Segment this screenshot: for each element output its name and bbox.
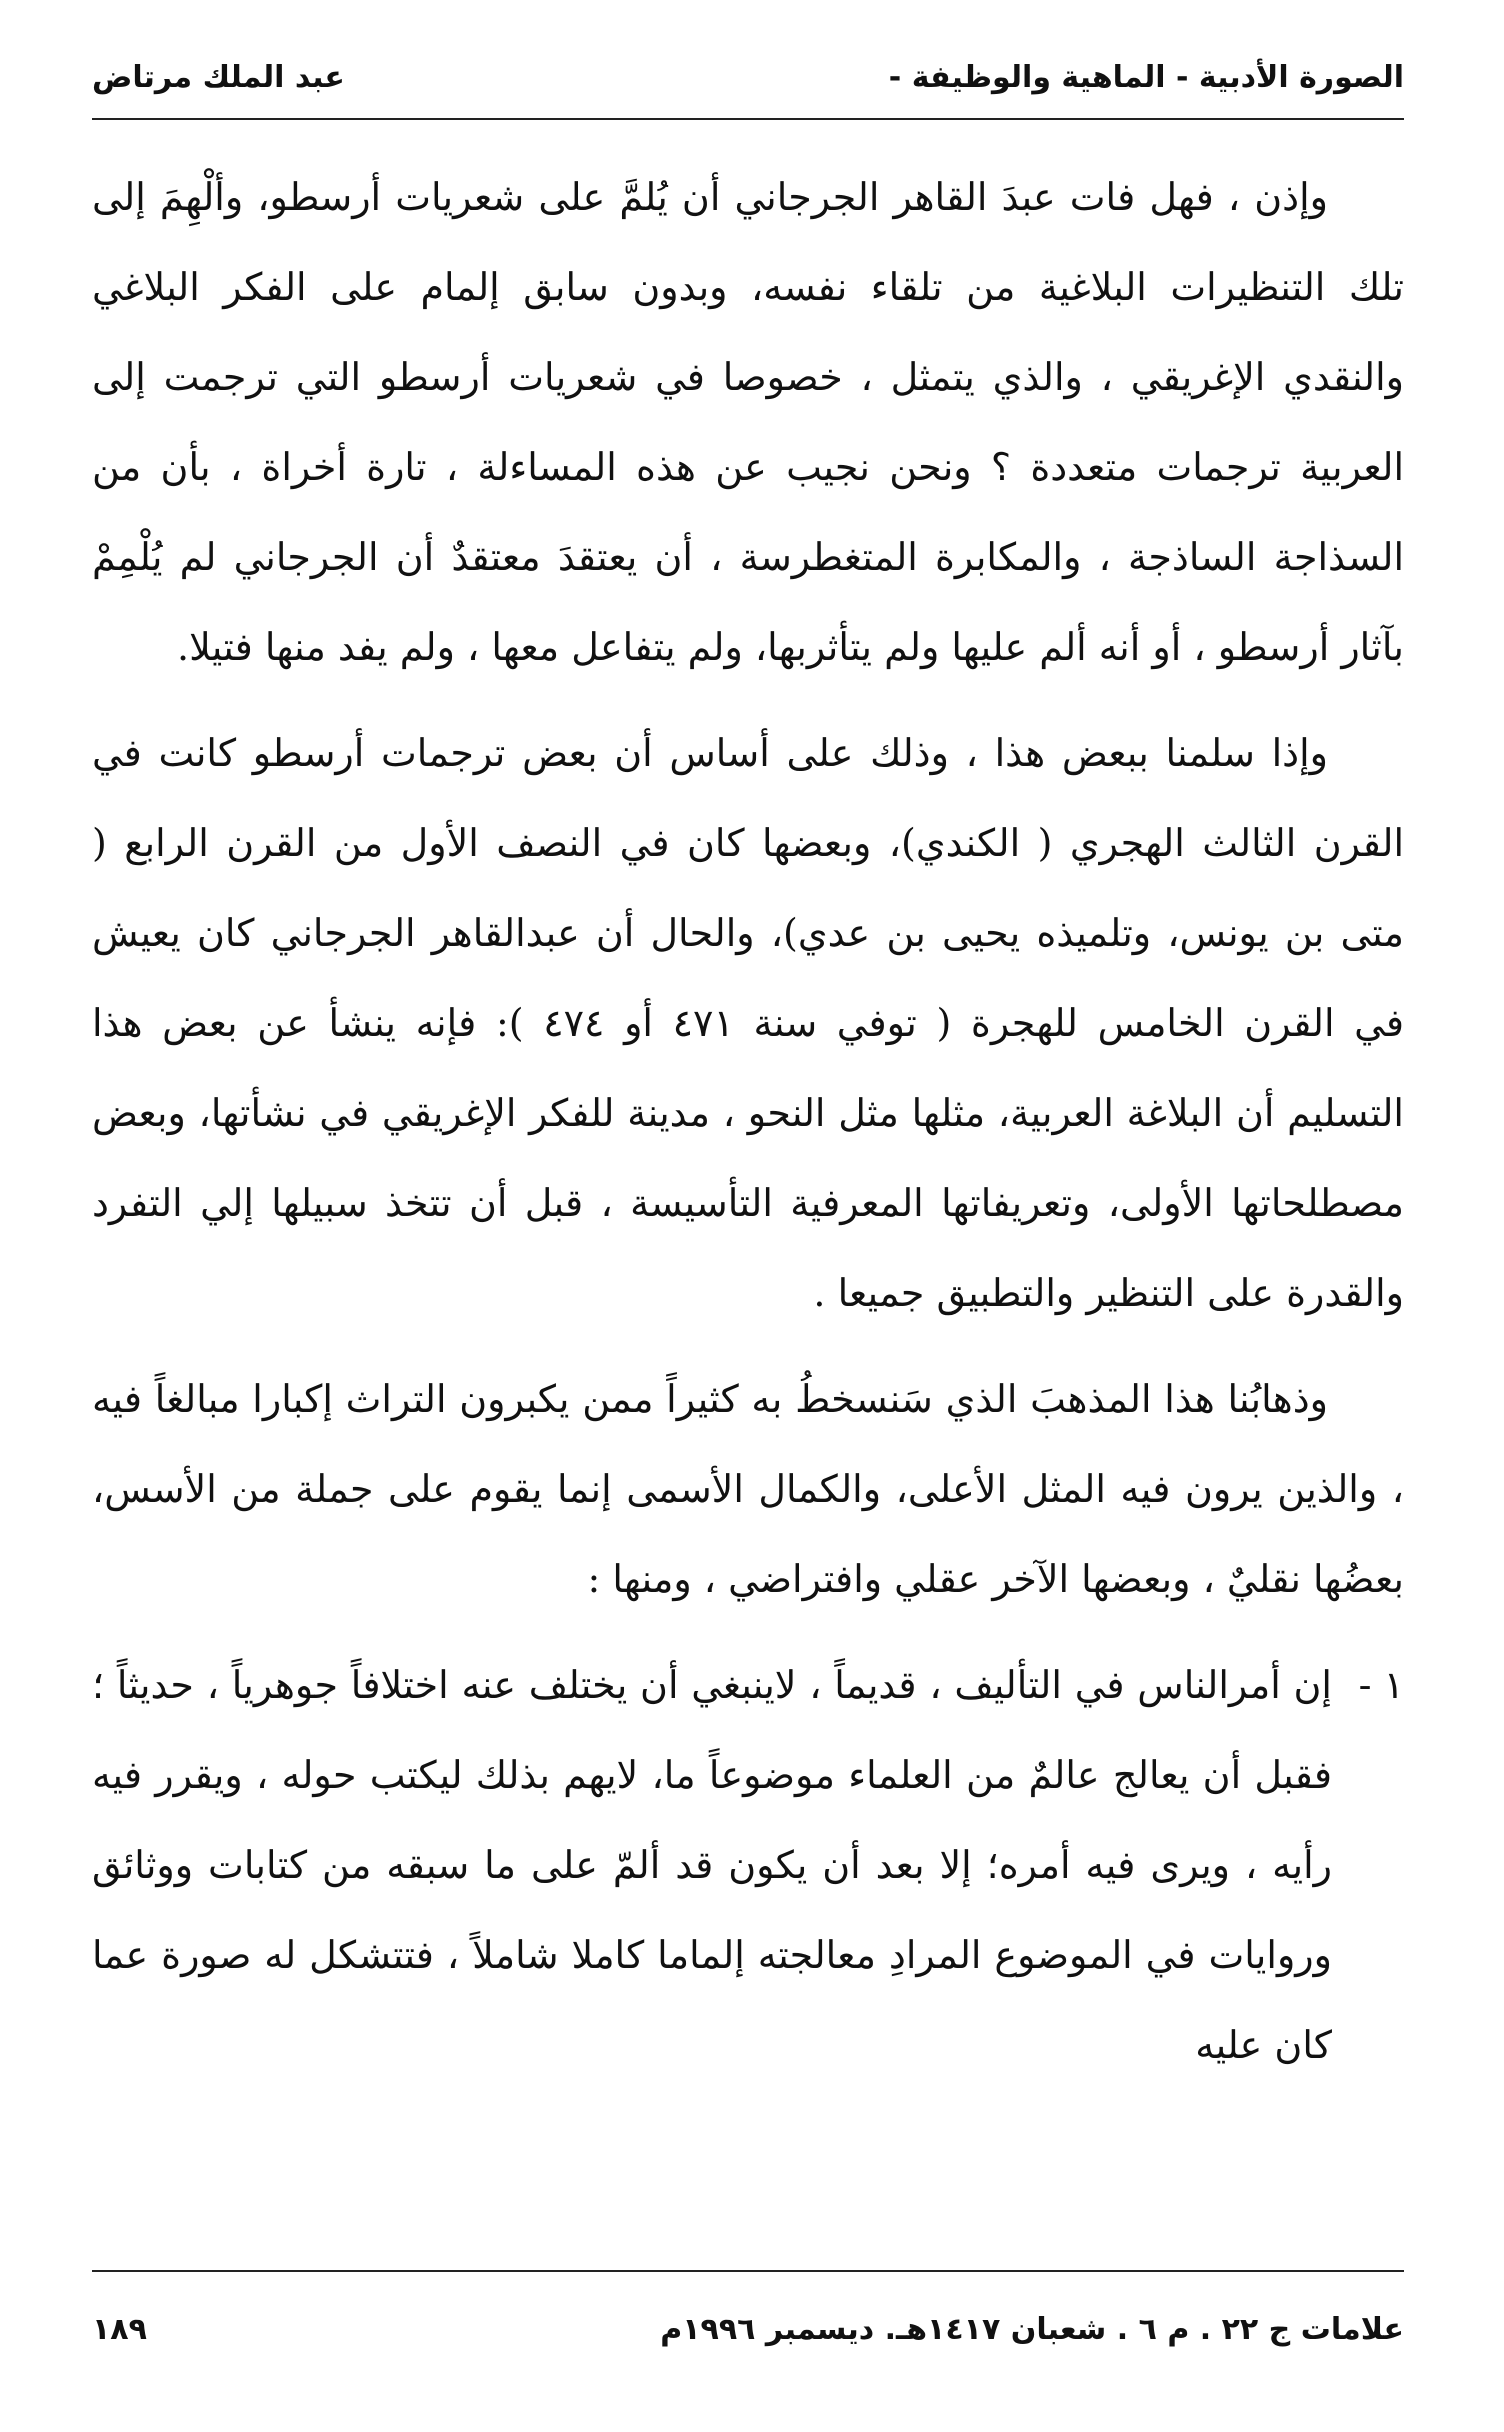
list-item-number: ١ - [1358,1663,1404,1707]
running-author: عبد الملك مرتاض [92,60,345,95]
journal-issue: علامات ج ٢٢ . م ٦ . شعبان ١٤١٧هـ. ديسمبر ١٩٩٦م [660,2312,1404,2347]
list-item-text: إن أمرالناس في التأليف ، قديماً ، لاينبغي أن يختلف عنه اختلافاً جوهرياً ، حديثاً ؛ فقبل أن يعالج عالمٌ من العلماء موضوعاً ما، لايهم بذلك ليكتب حوله ، ويقرر فيه رأيه ، ويرى فيه أمره؛ إلا بعد أن يكون قد ألمّ على ما سبقه من كتابات ووثائق وروايات في الموضوع المرادِ معالجته إلماما كاملا شاملاً ، فتتشكل له صورة عما كان عليه [92,1663,1332,2067]
running-title: الصورة الأدبية - الماهية والوظيفة - [888,60,1404,95]
running-header [92,48,1404,108]
footer-rule [92,2270,1404,2272]
running-footer [92,2300,1404,2360]
header-rule [92,118,1404,120]
paragraph-1: وإذن ، فهل فات عبدَ القاهر الجرجاني أن يُلمَّ على شعريات أرسطو، وألْهِمَ إلى تلك التنظيرات البلاغية من تلقاء نفسه، وبدون سابق إلمام على الفكر البلاغي والنقدي الإغريقي ، والذي يتمثل ، خصوصا في شعريات أرسطو التي ترجمت إلى العربية ترجمات متعددة ؟ ونحن نجيب عن هذه المساءلة ، تارة أخراة ، بأن من السذاجة الساذجة ، والمكابرة المتغطرسة ، أن يعتقدَ معتقدٌ أن الجرجاني لم يُلْمِمْ بآثار أرسطو ، أو أنه ألم عليها ولم يتأثربها، ولم يتفاعل معها ، ولم يفد منها فتيلا. [92,175,1404,669]
body-text [92,152,1404,2257]
paragraph-2: وإذا سلمنا ببعض هذا ، وذلك على أساس أن بعض ترجمات أرسطو كانت في القرن الثالث الهجري ( الكندي)، وبعضها كان في النصف الأول من القرن الرابع ( متى بن يونس، وتلميذه يحيى بن عدي)، والحال أن عبدالقاهر الجرجاني كان يعيش في القرن الخامس للهجرة ( توفي سنة ٤٧١ أو ٤٧٤ ): فإنه ينشأ عن بعض هذا التسليم أن البلاغة العربية، مثلها مثل النحو ، مدينة للفكر الإغريقي في نشأتها، وبعض مصطلحاتها الأولى، وتعريفاتها المعرفية التأسيسة ، قبل أن تتخذ سبيلها إلي التفرد والقدرة على التنظير والتطبيق جميعا . [92,731,1404,1315]
page-number: ١٨٩ [92,2312,147,2347]
paragraph-3: وذهابُنا هذا المذهبَ الذي سَنسخطُ به كثيراً ممن يكبرون التراث إكبارا مبالغاً فيه ، والذين يرون فيه المثل الأعلى، والكمال الأسمى إنما يقوم على جملة من الأسس، بعضُها نقليٌ ، وبعضها الآخر عقلي وافتراضي ، ومنها : [92,1377,1404,1601]
list-item-1 [92,1640,1404,2090]
